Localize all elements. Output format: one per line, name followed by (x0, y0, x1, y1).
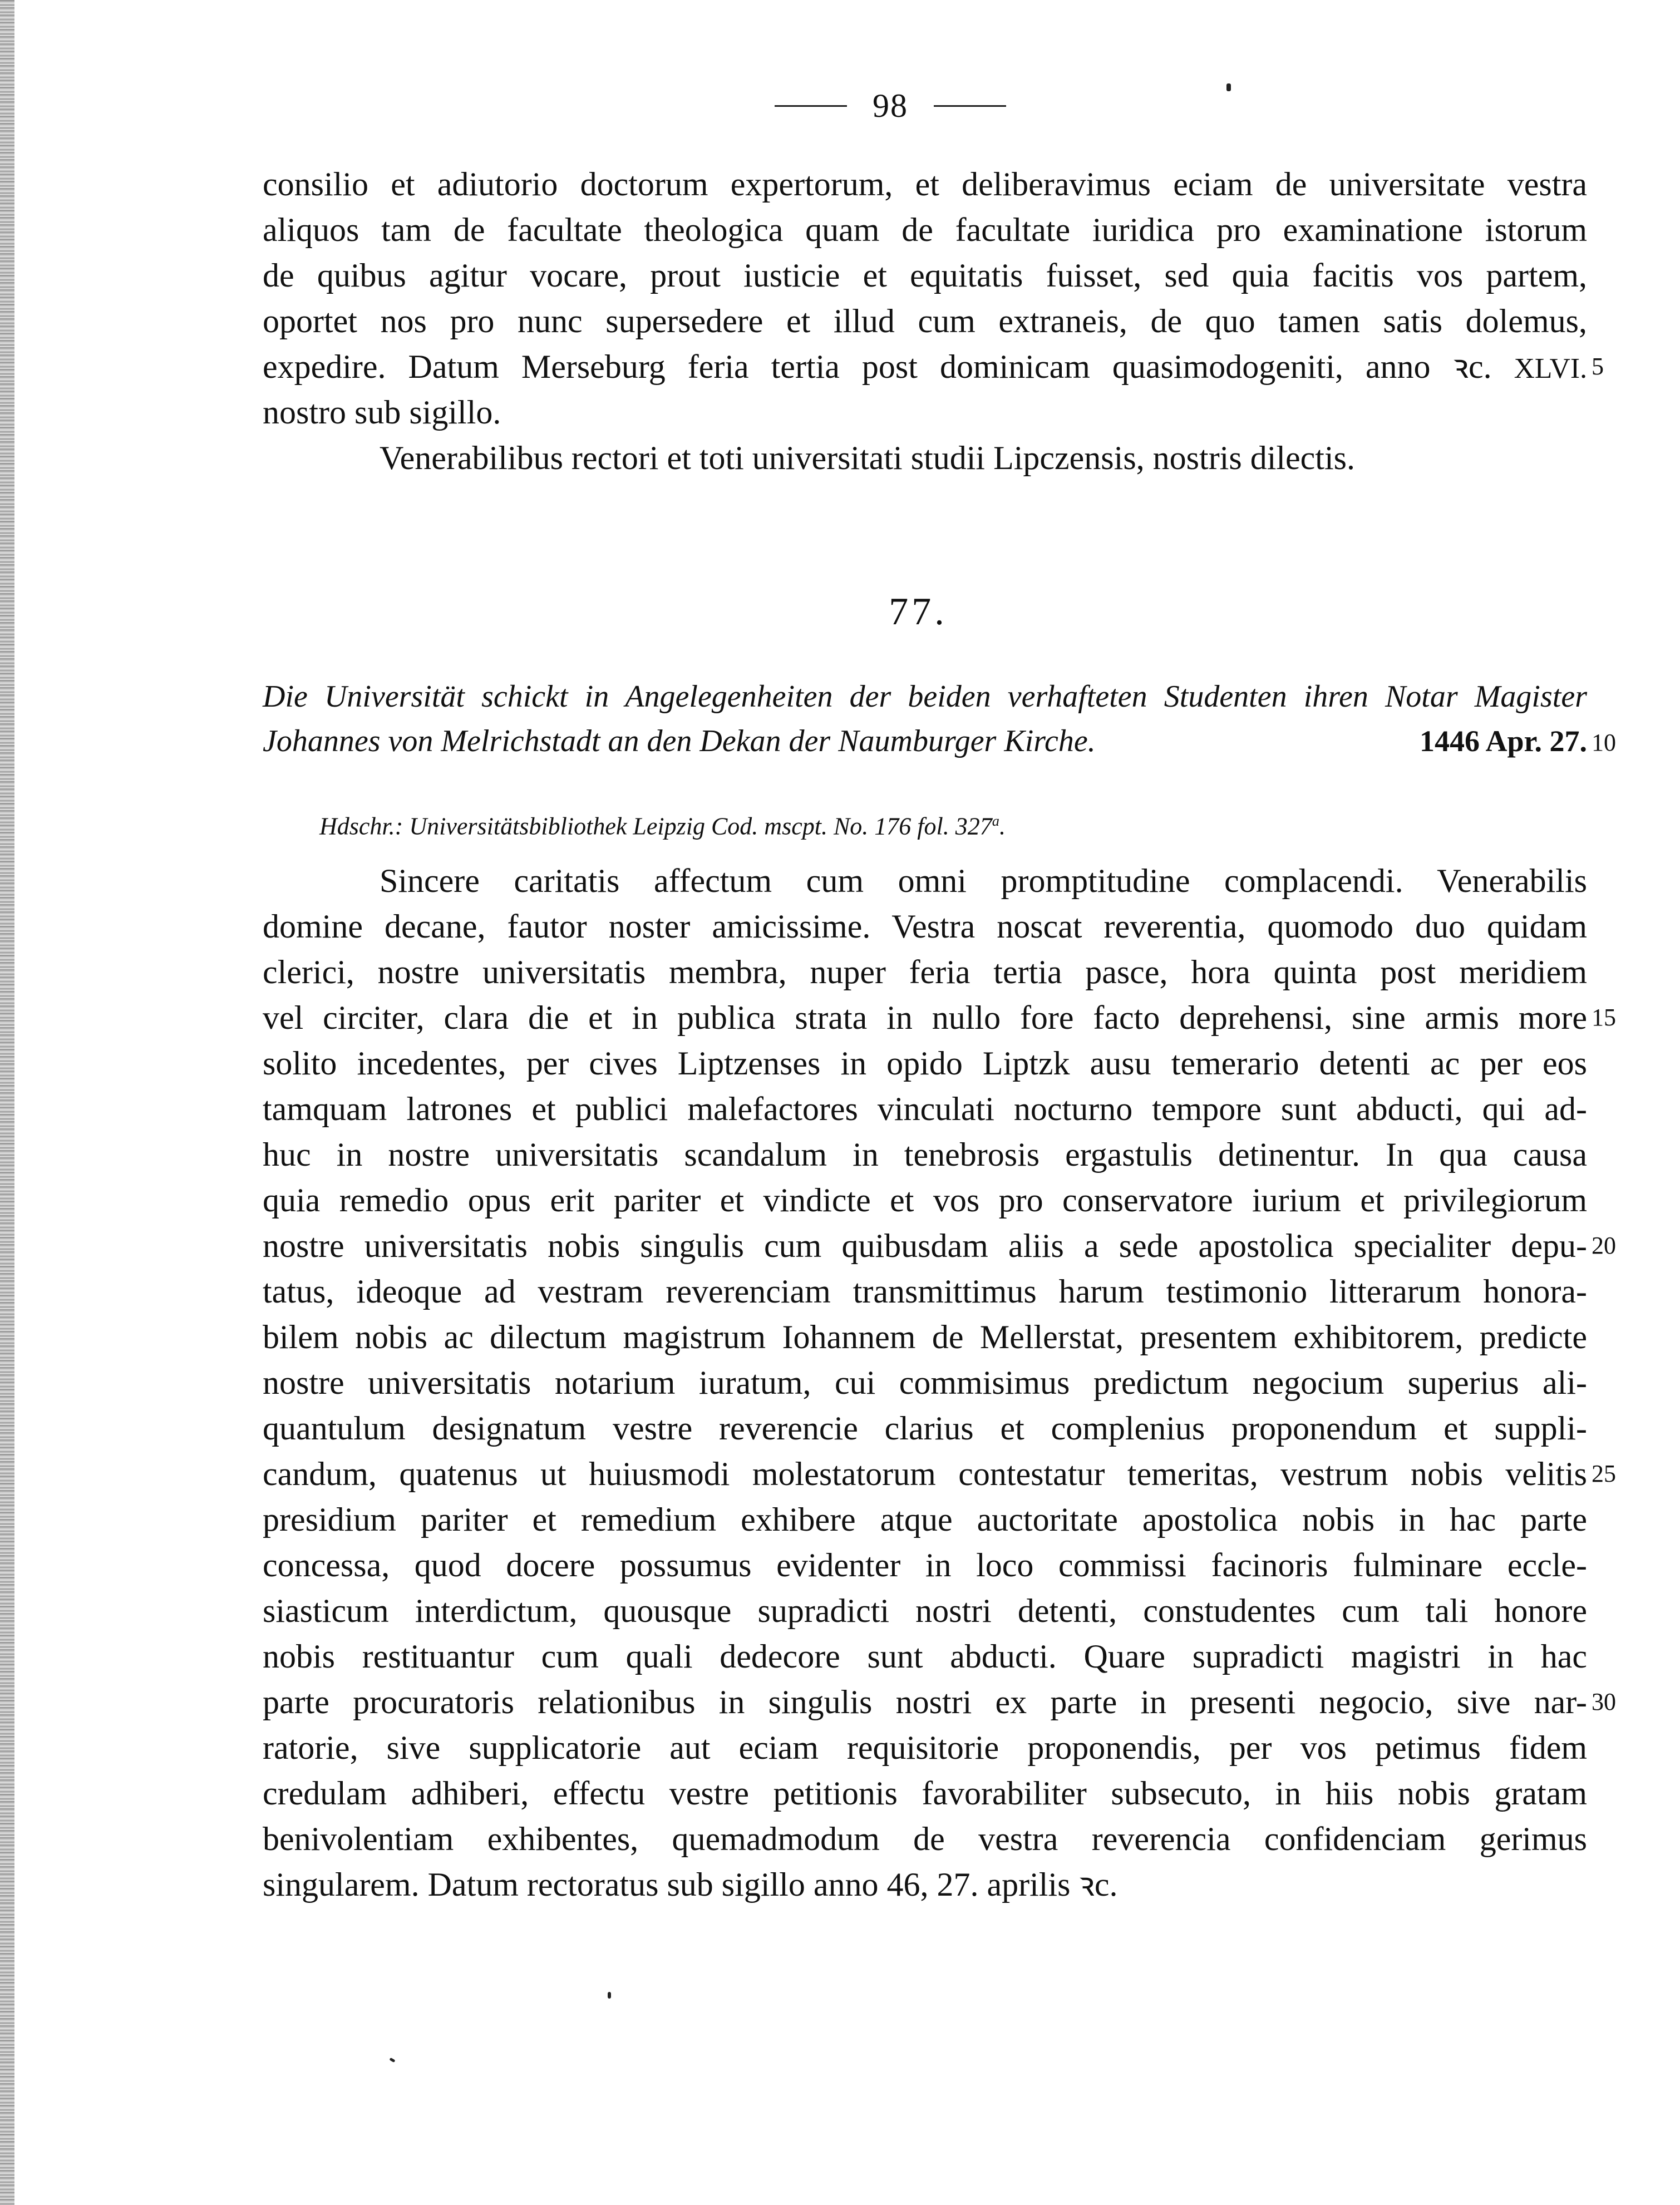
header-rule-left (775, 105, 847, 107)
text-line: concessa, quod docere possumus evidenter in loco commissi facinoris fulminare eccle- (263, 1547, 1587, 1584)
text-line: tatus, ideoque ad vestram reverenciam transmittimus harum testimonio litterarum honora- (263, 1273, 1587, 1310)
text-line: huc in nostre universitatis scandalum in tenebrosis ergastulis detinentur. In qua causa (263, 1136, 1587, 1173)
text-line: bilem nobis ac dilectum magistrum Iohannem de Mellerstat, presentem exhibitorem, predicte (263, 1319, 1587, 1355)
ink-speck (389, 2058, 395, 2063)
address-line: Venerabilibus rectori et toti universitati studii Lipczensis, nostris dilectis. (380, 440, 1355, 476)
source-text: Hdschr.: Universitätsbibliothek Leipzig Cod. mscpt. No. 176 fol. 327 (319, 812, 992, 840)
line-number-margin: 30 (1592, 1688, 1616, 1715)
text-line-part: expedire. Datum Merseburg feria tertia post dominicam quasimodogeniti, anno ꝛc. (263, 348, 1492, 385)
headnote-line (263, 719, 1587, 763)
text-line: aliquos tam de facultate theologica quam de facultate iuridica pro examinatione istorum (263, 211, 1587, 248)
text-line: candum, quatenus ut huiusmodi molestatorum contestatur temeritas, vestrum nobis velitis (263, 1456, 1587, 1492)
text-line: solito incedentes, per cives Liptzenses in opido Liptzk ausu temerario detenti ac per eos (263, 1045, 1587, 1082)
letter-body (263, 858, 1587, 1907)
page-number: 98 (873, 87, 908, 124)
text-line: domine decane, fautor noster amicissime. Vestra noscat reverentia, quomodo duo quidam (263, 908, 1587, 945)
text-line: clerici, nostre universitatis membra, nuper feria tertia pasce, hora quinta post meridiem (263, 954, 1587, 990)
document-headnote (263, 674, 1587, 763)
document-date: 1446 Apr. 27. (1419, 724, 1587, 758)
text-line: de quibus agitur vocare, prout iusticie et equitatis fuisset, sed quia facitis vos partem, (263, 257, 1587, 294)
text-line: vel circiter, clara die et in publica strata in nullo fore facto deprehensi, sine armis more (263, 999, 1587, 1036)
manuscript-source (319, 801, 1544, 846)
text-line: nostre universitatis notarium iuratum, cui commisimus predictum negocium superius ali- (263, 1364, 1587, 1401)
year-mark: XLVI. (1514, 353, 1587, 384)
line-number-margin: 10 (1592, 729, 1616, 756)
text-line: presidium pariter et remedium exhibere atque auctoritate apostolica nobis in hac parte (263, 1501, 1587, 1538)
line-number-margin: 20 (1592, 1232, 1616, 1259)
page-header (746, 83, 1035, 128)
source-end: . (999, 812, 1006, 840)
ink-speck (608, 1992, 611, 1999)
line-number-margin: 25 (1592, 1460, 1616, 1487)
headnote-text: Johannes von Melrichstadt an den Dekan der Naumburger Kirche. (263, 724, 1096, 758)
text-line: credulam adhiberi, effectu vestre petitionis favorabiliter subsecuto, in hiis nobis gratam (263, 1775, 1587, 1812)
line-number-margin: 15 (1592, 1004, 1616, 1031)
text-line: nobis restituantur cum quali dedecore sunt abducti. Quare supradicti magistri in hac (263, 1638, 1587, 1675)
text-line: nostre universitatis nobis singulis cum quibusdam aliis a sede apostolica specialiter depu- (263, 1227, 1587, 1264)
text-line: quantulum designatum vestre reverencie clarius et complenius proponendum et suppli- (263, 1410, 1587, 1447)
text-line: quia remedio opus erit pariter et vindicte et vos pro conservatore iurium et privilegiorum (263, 1182, 1587, 1219)
text-line: siasticum interdictum, quousque supradicti nostri detenti, constudentes cum tali honore (263, 1592, 1587, 1629)
text-line: parte procuratoris relationibus in singulis nostri ex parte in presenti negocio, sive nar- (263, 1684, 1587, 1720)
line-number-margin: 5 (1592, 353, 1604, 380)
text-line: consilio et adiutorio doctorum expertorum, et deliberavimus eciam de universitate vestra (263, 166, 1587, 203)
text-line: benivolentiam exhibentes, quemadmodum de vestra reverencia confidenciam gerimus (263, 1821, 1587, 1857)
scan-binding-edge (0, 0, 14, 2205)
text-line: oportet nos pro nunc supersedere et illud cum extraneis, de quo tamen satis dolemus, (263, 303, 1587, 339)
text-line: nostro sub sigillo. (263, 394, 501, 431)
folio-side: a (992, 812, 999, 829)
text-line: tamquam latrones et publici malefactores vinculati nocturno tempore sunt abducti, qui ad- (263, 1091, 1587, 1127)
header-rule-right (934, 105, 1006, 107)
previous-letter-continuation (263, 161, 1587, 481)
text-line: singularem. Datum rectoratus sub sigillo anno 46, 27. aprilis ꝛc. (263, 1866, 1118, 1903)
text-line: ratorie, sive supplicatorie aut eciam requisitorie proponendis, per vos petimus fidem (263, 1729, 1587, 1766)
ink-speck (1226, 83, 1231, 91)
document-number: 77. (889, 590, 948, 633)
text-line: Sincere caritatis affectum cum omni promptitudine complacendi. Venerabilis (380, 862, 1587, 899)
headnote-line: Die Universität schickt in Angelegenheiten der beiden verhafteten Studenten ihren Notar Magister (263, 679, 1587, 714)
text-line (263, 344, 1587, 389)
